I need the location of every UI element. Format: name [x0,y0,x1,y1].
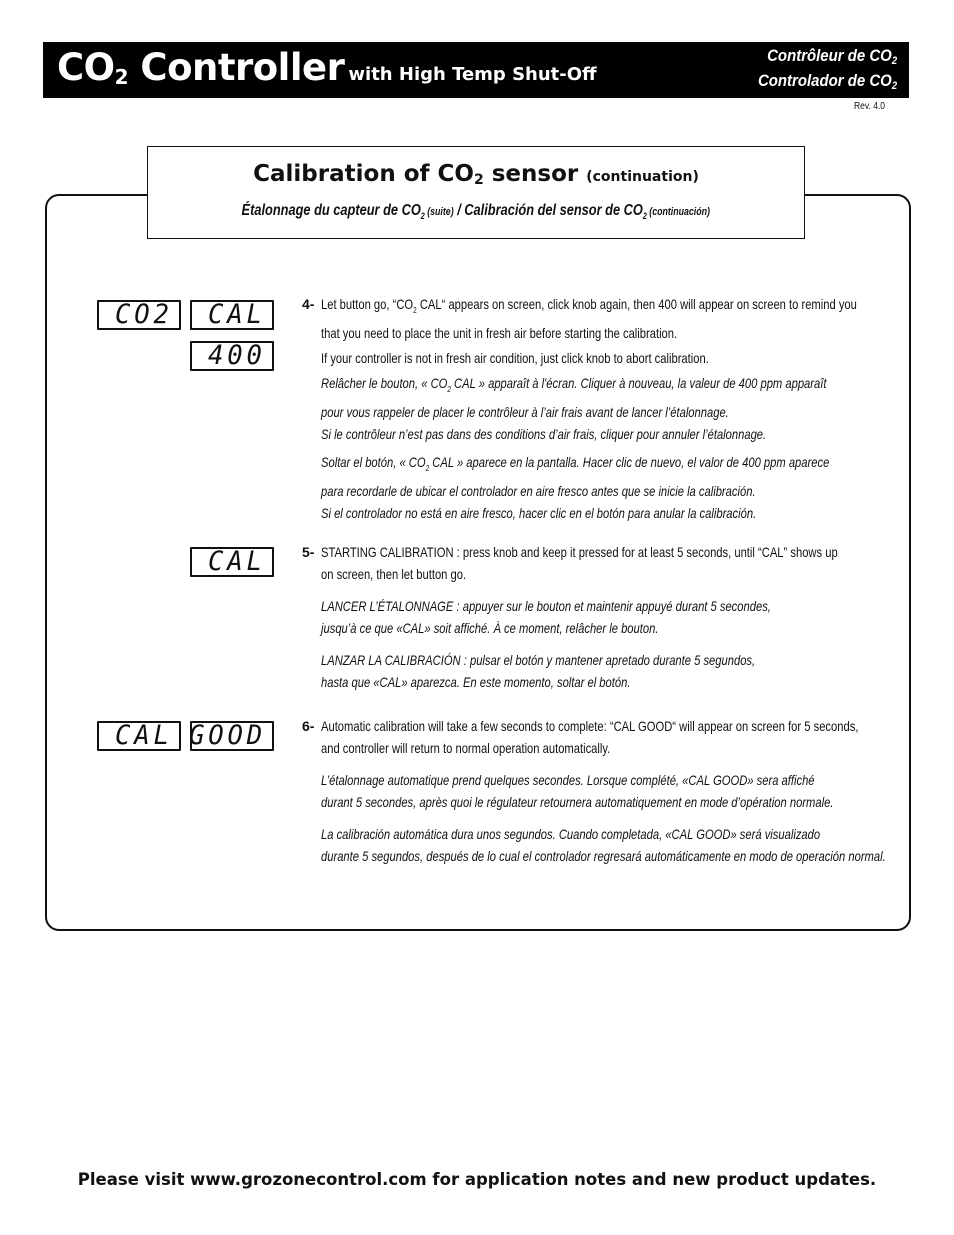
section-title-box [147,146,805,239]
lcd-display-co2: CO2 [97,300,181,330]
step-5-spanish: LANZAR LA CALIBRACIÓN : pulsar el botón y mantener apretado durante 5 segundos, hasta que «CAL» aparezca. En este momento, soltar el botón. [321,652,756,690]
step-4-spanish: Soltar el botón, « $CO_2$ CAL » aparece en la pantalla. Hacer clic de nuevo, el valor de 400 ppm aparece para recordarle de ubicar el controlador en aire fresco antes que se inicie la calibración. Si el controlador no está en aire fresco, hacer clic en el botón para anular la calibración. [321,454,830,521]
header-bar [43,42,909,98]
translated-titles [758,46,897,96]
step-number: 6- [302,718,315,734]
step-4-english: Let button go, “$CO_2$ CAL“ appears on screen, click knob again, then 400 will appear on screen to remind you that you need to place the unit in fresh air before starting the calibration. If your controller is not in fresh air condition, just click knob to abort calibration. [321,296,857,366]
section-title: Calibration of $CO_2$ sensor (continuation) [253,161,699,188]
french-title: Contrôleur de $CO_2$ [766,46,897,67]
lcd-display-cal-start: CAL [190,547,274,577]
lcd-display-cal-done: CAL [97,721,181,751]
lcd-display-good: GOOD [190,721,274,751]
product-subtitle: with High Temp Shut-Off [348,64,597,85]
step-5-french: LANCER L’ÉTALONNAGE : appuyer sur le bouton et maintenir appuyé durant 5 secondes, jusqu’à ce que «CAL» soit affiché. À ce moment, relâcher le bouton. [321,598,771,636]
lcd-display-cal: CAL [190,300,274,330]
spanish-title: Controlador de $CO_2$ [757,71,897,92]
product-title: $CO_2$ Controller with High Temp Shut-Off [57,46,597,89]
step-4-french: Relâcher le bouton, « $CO_2$ CAL » apparaît à l'écran. Cliquer à nouveau, la valeur de 400 ppm apparaît pour vous rappeler de placer le contrôleur à l’air frais avant de lancer l’étalonnage. Si le contrôleur n’est pas dans des conditions d’air frais, cliquer pour annuler l’étalonnage. [321,375,827,442]
step-5-english: STARTING CALIBRATION : press knob and keep it pressed for at least 5 seconds, until “CAL” shows up on screen, then let button go. [321,544,838,582]
section-subtitle: Étalonnage du capteur de $CO_2$ (suite) / Calibración del sensor de $CO_2$ (continuación) [241,202,711,222]
lcd-display-400: 400 [190,341,274,371]
step-6-french: L’étalonnage automatique prend quelques secondes. Lorsque complété, «CAL GOOD» sera affiché durant 5 secondes, après quoi le régulateur retournera automatiquement en mode d’opération normale. [321,772,834,810]
footer-notice: Please visit www.grozonecontrol.com for application notes and new product updates. [77,1170,877,1189]
step-number: 4- [302,296,315,312]
step-number: 5- [302,544,315,560]
revision-label: Rev. 4.0 [854,101,886,112]
step-6-spanish: La calibración automática dura unos segundos. Cuando completada, «CAL GOOD» será visualizado durante 5 segundos, después de lo cual el controlador regresará automáticamente en modo de operación normal. [321,826,886,864]
step-6-english: Automatic calibration will take a few seconds to complete: “CAL GOOD“ will appear on screen for 5 seconds, and controller will return to normal operation automatically. [321,718,859,756]
